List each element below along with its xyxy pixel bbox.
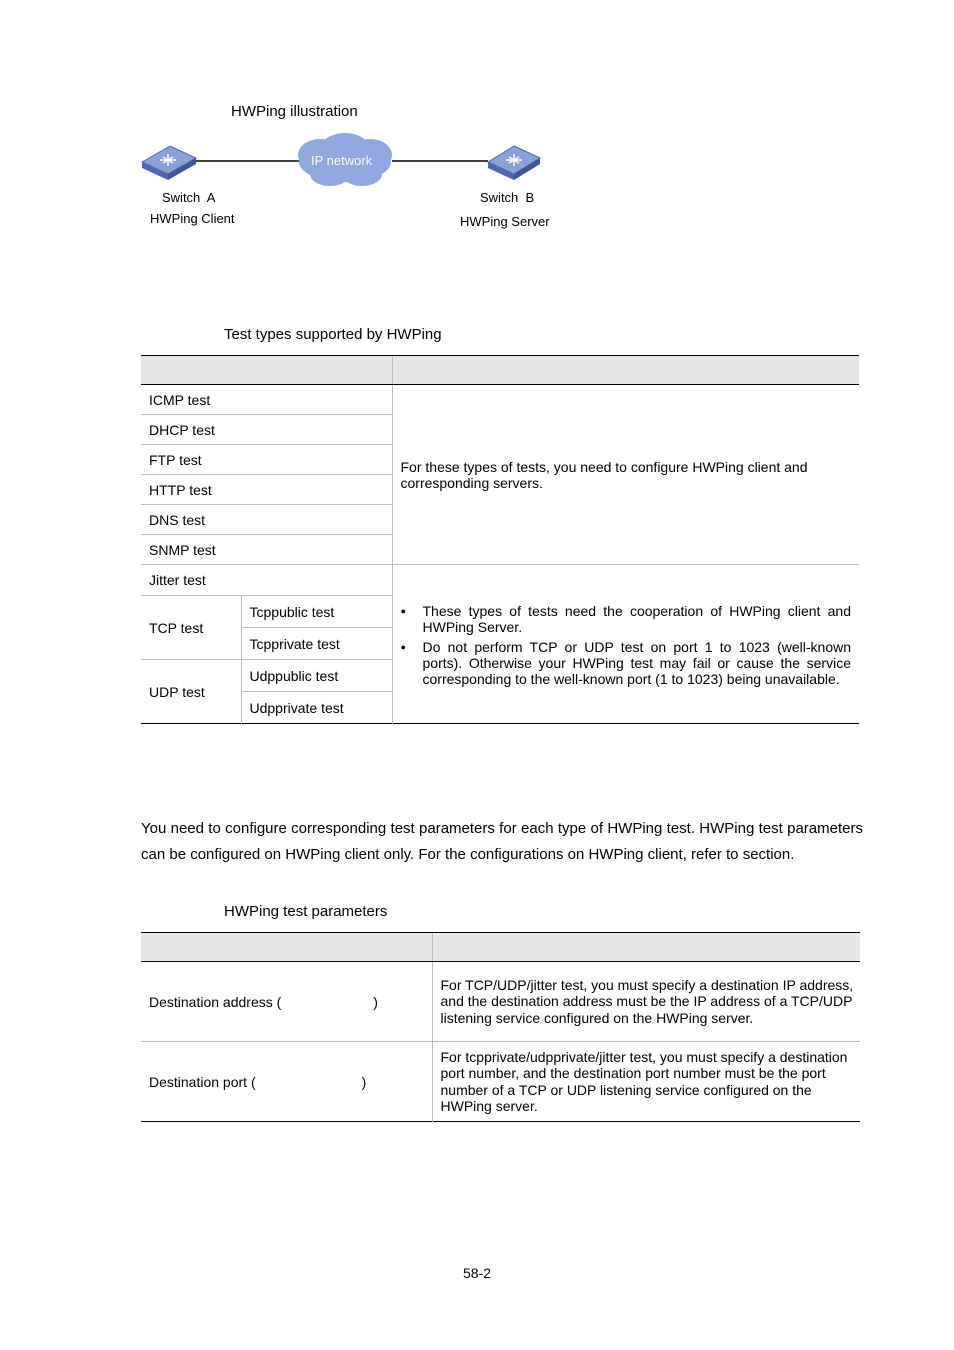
table-row xyxy=(141,1042,860,1122)
parameter-close: ) xyxy=(373,993,378,1010)
body-paragraph: You need to configure corresponding test parameters for each type of HWPing test. HWPing test parameters can be configured on HWPing client only. For the configurations on HWPing client, refer to section. xyxy=(141,820,863,863)
parameter-cell xyxy=(141,962,432,1042)
table2-bottom-rule xyxy=(141,1122,860,1123)
parameter-cell xyxy=(141,1042,432,1122)
test-type-cell: DNS test xyxy=(141,505,392,535)
sub-test-cell: Udpprivate test xyxy=(241,692,392,724)
parameter-name: Destination port ( xyxy=(149,1073,256,1090)
group2-description xyxy=(392,565,859,724)
table-row xyxy=(141,565,859,596)
test-type-cell: DHCP test xyxy=(141,415,392,445)
table1-bottom-rule xyxy=(141,724,859,725)
sub-test-cell: Tcpprivate test xyxy=(241,628,392,660)
parameter-description: For tcpprivate/udpprivate/jitter test, you must specify a destination port number, and the destination port number must be the port number of a TCP or UDP listening service configured on the HWPing server. xyxy=(432,1042,860,1122)
cloud-label: IP network xyxy=(311,153,373,168)
switch-a-name: Switch A xyxy=(162,190,216,205)
page-number: 58-2 xyxy=(463,1265,492,1281)
switch-a-icon xyxy=(142,146,196,180)
table-row xyxy=(141,385,859,415)
test-type-cell: FTP test xyxy=(141,445,392,475)
test-parameters-table xyxy=(141,932,860,1122)
table1-header-row xyxy=(141,356,859,385)
test-type-cell: TCP test xyxy=(141,596,241,660)
switch-b-icon xyxy=(488,146,540,180)
parameter-name: Destination address ( xyxy=(149,993,282,1010)
test-type-cell: UDP test xyxy=(141,660,241,724)
table2-header-row xyxy=(141,933,860,962)
parameter-close: ) xyxy=(361,1073,367,1090)
test-type-cell: SNMP test xyxy=(141,535,392,565)
test-type-cell: Jitter test xyxy=(141,565,392,596)
test-type-cell: HTTP test xyxy=(141,475,392,505)
sub-test-cell: Udppublic test xyxy=(241,660,392,692)
switch-a-role: HWPing Client xyxy=(150,211,235,226)
table-row xyxy=(141,962,860,1042)
sub-test-cell: Tcppublic test xyxy=(241,596,392,628)
parameter-description: For TCP/UDP/jitter test, you must specify a destination IP address, and the destination address must be the IP address of a TCP/UDP listening service configured on the HWPing server. xyxy=(432,962,860,1042)
bullet-item: ● These types of tests need the cooperation of HWPing client and HWPing Server. xyxy=(401,603,852,635)
test-types-table xyxy=(141,355,859,724)
figure-caption: HWPing illustration xyxy=(231,103,358,120)
table2-caption: HWPing test parameters xyxy=(224,903,388,920)
switch-b-role: HWPing Server xyxy=(460,214,550,229)
test-type-cell: ICMP test xyxy=(149,391,211,408)
group1-description: For these types of tests, you need to configure HWPing client and corresponding servers. xyxy=(392,385,859,565)
bullet-item: ● Do not perform TCP or UDP test on port 1 to 1023 (well-known ports). Otherwise your HWPing test may fail or cause the service corresponding to the well-known port (1 to 1023) being unavailable. xyxy=(401,639,852,687)
table1-caption: Test types supported by HWPing xyxy=(224,326,442,343)
switch-b-name: Switch B xyxy=(480,190,535,205)
